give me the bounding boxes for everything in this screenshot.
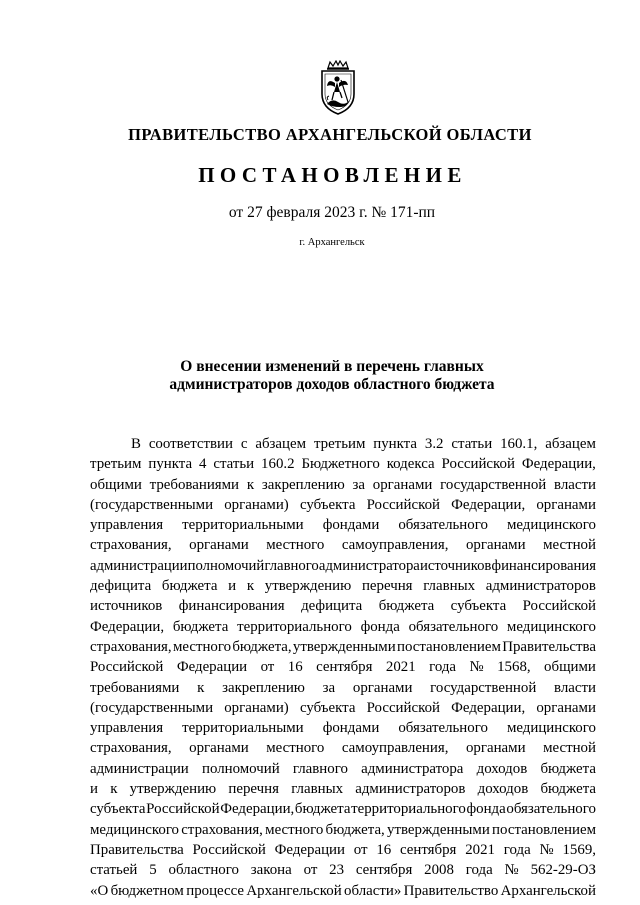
body-line: Федерации, бюджета территориального фонда обязательного медицинского	[90, 618, 596, 635]
document-type-title: ПОСТАНОВЛЕНИЕ	[198, 163, 467, 187]
body-line: требованиями к закреплению за органами государственной власти	[90, 679, 596, 696]
coat-of-arms-icon	[314, 60, 362, 116]
body-line: статьей 5 областного закона от 23 сентября 2008 года № 562-29-ОЗ	[90, 862, 596, 879]
subject-line: О внесении изменений в перечень главных	[180, 358, 484, 375]
body-line: В соответствии с абзацем третьим пункта 3.2 статьи 160.1, абзацем	[131, 436, 596, 452]
body-line: администрации полномочий главного администратора доходов бюджета	[90, 760, 596, 777]
body-line: страхования, органами местного самоуправления, органами местной	[90, 537, 596, 554]
body-line: субъекта Российской Федерации, бюджета территориального фонда обязательного	[90, 801, 596, 818]
body-line: (государственными органами) субъекта Российской Федерации, органами	[90, 699, 596, 716]
document-subject	[0, 358, 640, 394]
body-line: медицинского страхования, местного бюджета, утвержденными постановлением	[90, 821, 596, 838]
body-line: «О бюджетном процессе Архангельской области» Правительство Архангельской	[90, 882, 596, 899]
document-date-number: от 27 февраля 2023 г. № 171-пп	[228, 204, 436, 221]
body-line: дефицита бюджета и к утверждению перечня главных администраторов	[90, 578, 596, 595]
body-line: и к утверждению перечня главных администраторов доходов бюджета	[90, 781, 596, 798]
body-line: управления территориальными фондами обязательного медицинского	[90, 720, 596, 737]
body-line: общими требованиями к закреплению за органами государственной власти	[90, 476, 596, 493]
body-line: управления территориальными фондами обязательного медицинского	[90, 517, 596, 534]
body-line: Российской Федерации от 16 сентября 2021 года № 1568, общими	[90, 659, 596, 676]
body-line: страхования, органами местного самоуправления, органами местной	[90, 740, 596, 757]
body-line: третьим пункта 4 статьи 160.2 Бюджетного кодекса Российской Федерации,	[90, 456, 596, 473]
organization-title: ПРАВИТЕЛЬСТВО АРХАНГЕЛЬСКОЙ ОБЛАСТИ	[128, 125, 532, 144]
body-line: Правительства Российской Федерации от 16 сентября 2021 года № 1569,	[90, 841, 596, 858]
body-line: администрации полномочий главного администратора источников финансирования	[90, 557, 596, 574]
subject-line: администраторов доходов областного бюджета	[169, 376, 495, 393]
body-line: страхования, местного бюджета, утвержденными постановлением Правительства	[90, 638, 596, 655]
body-line: источников финансирования дефицита бюджета субъекта Российской	[90, 598, 596, 615]
body-line: (государственными органами) субъекта Российской Федерации, органами	[90, 496, 596, 513]
document-body	[90, 434, 596, 901]
document-city: г. Архангельск	[299, 237, 365, 248]
